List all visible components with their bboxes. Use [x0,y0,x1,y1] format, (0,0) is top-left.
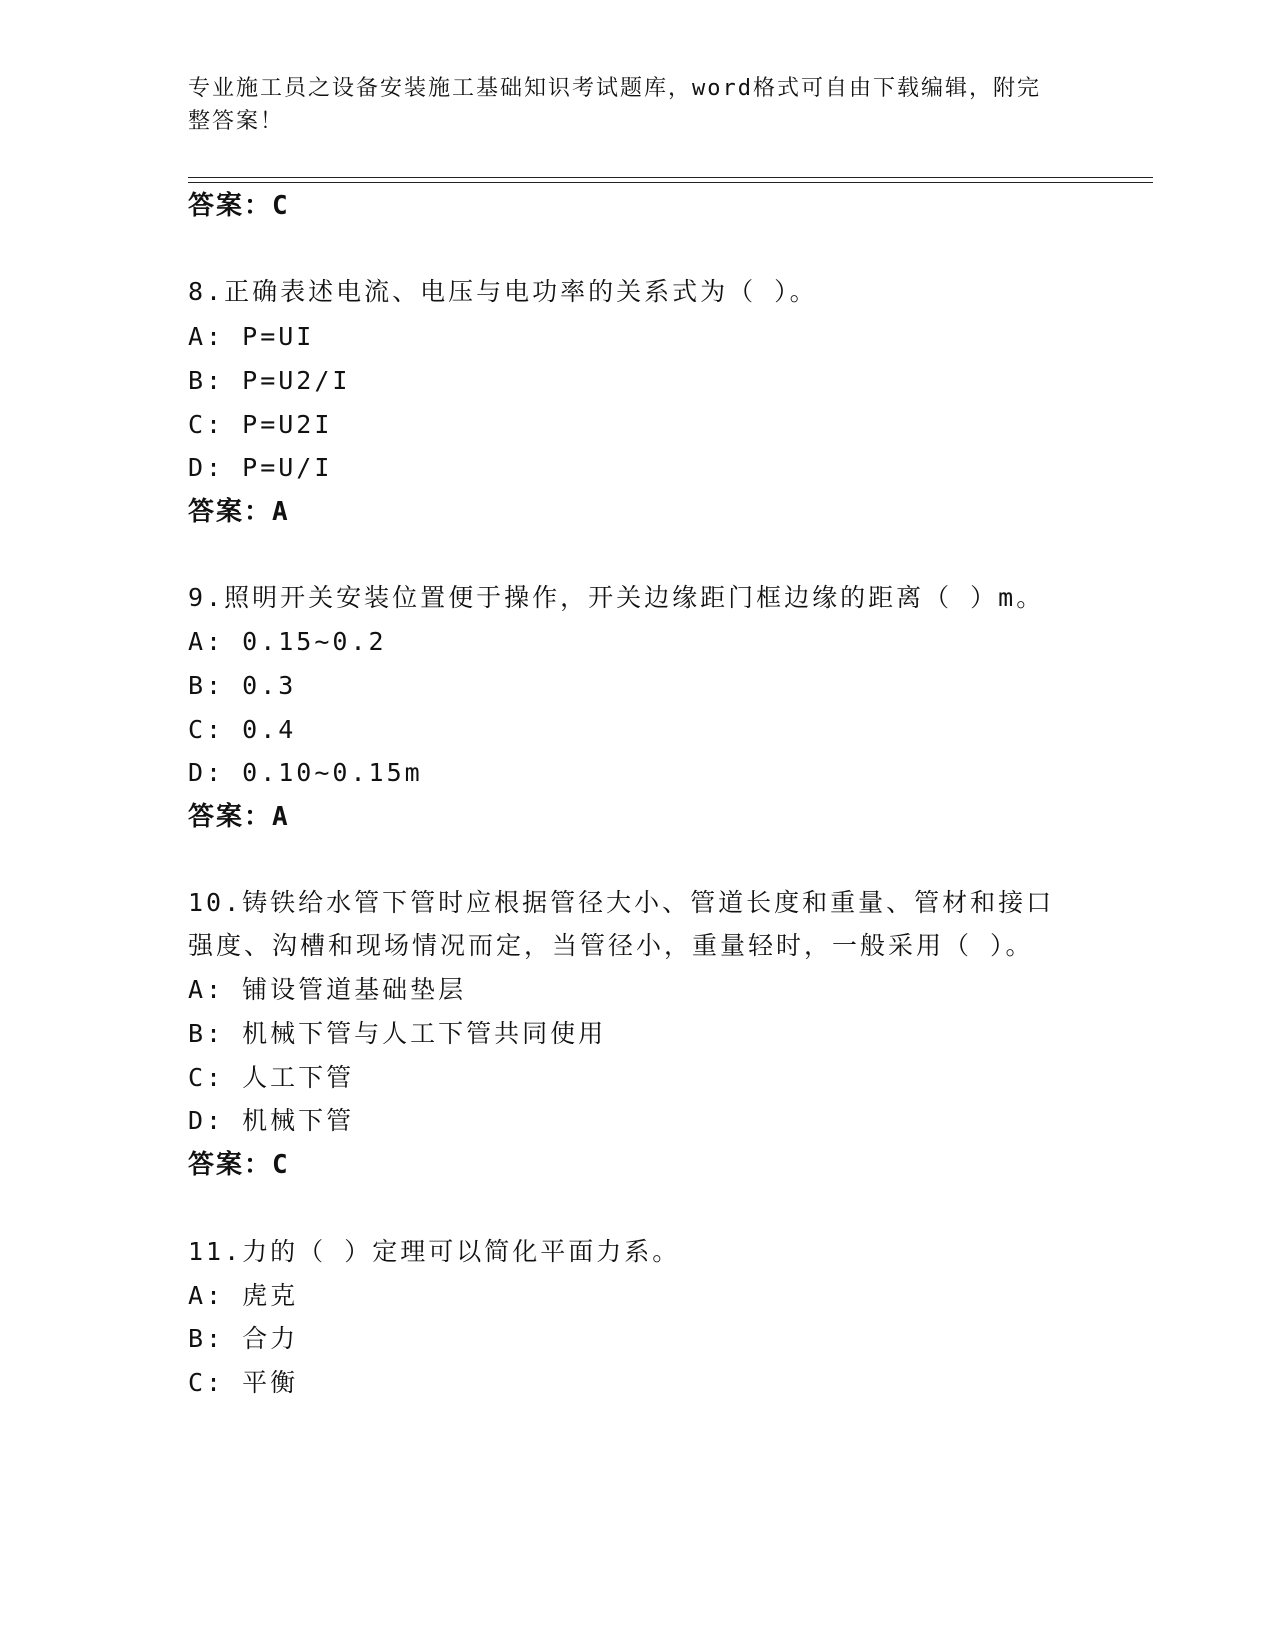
question-9-answer: 答案：A [188,802,290,832]
question-11-option-a: A: 虎克 [188,1281,299,1310]
question-8-option-a: A: P=UI [188,322,315,351]
question-11-option-b: B: 合力 [188,1324,299,1353]
question-10-option-c: C: 人工下管 [188,1063,355,1092]
question-10-answer: 答案：C [188,1150,290,1180]
header-line-2: 整答案！ [188,109,285,134]
question-9-option-c: C: 0.4 [188,715,297,744]
header-line-1: 专业施工员之设备安装施工基础知识考试题库，word格式可自由下载编辑，附完 [188,76,1041,101]
question-8-stem: 8.正确表述电流、电压与电功率的关系式为（ ）。 [188,277,818,306]
document-header [188,72,1068,138]
question-9-stem: 9.照明开关安装位置便于操作，开关边缘距门框边缘的距离（ ）m。 [188,583,1045,612]
question-10-stem-line-1: 10.铸铁给水管下管时应根据管径大小、管道长度和重量、管材和接口 [188,888,1055,917]
question-8-option-c: C: P=U2I [188,410,333,439]
question-8-option-b: B: P=U2/I [188,366,351,395]
question-8-answer: 答案：A [188,497,290,527]
header-divider-top [188,177,1153,178]
question-10-stem-line-2: 强度、沟槽和现场情况而定，当管径小，重量轻时，一般采用（ ）。 [188,931,1034,960]
question-11-option-c: C: 平衡 [188,1368,299,1397]
question-10-option-a: A: 铺设管道基础垫层 [188,975,467,1004]
header-divider-bottom [188,182,1153,183]
question-10-option-b: B: 机械下管与人工下管共同使用 [188,1019,607,1048]
question-9-option-b: B: 0.3 [188,671,297,700]
question-10-option-d: D: 机械下管 [188,1106,355,1135]
question-8-option-d: D: P=U/I [188,453,333,482]
previous-answer: 答案：C [188,191,290,221]
question-11-stem: 11.力的（ ）定理可以简化平面力系。 [188,1237,681,1266]
question-9-option-a: A: 0.15~0.2 [188,627,387,656]
question-9-option-d: D: 0.10~0.15m [188,758,423,787]
